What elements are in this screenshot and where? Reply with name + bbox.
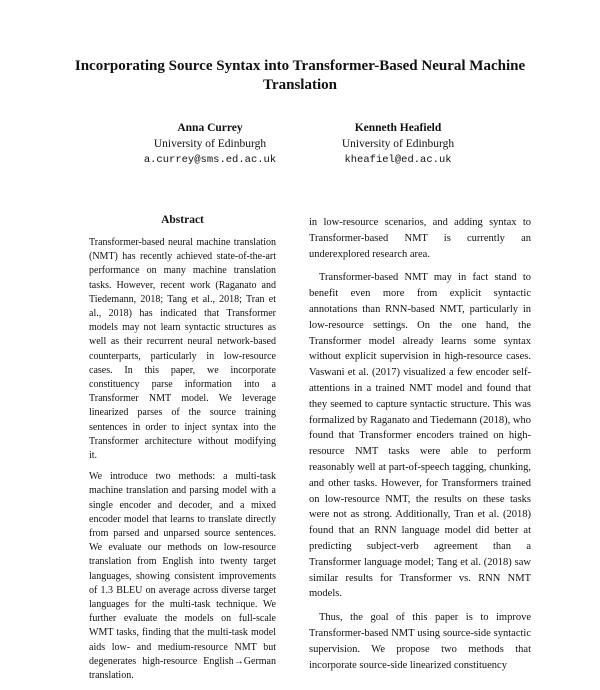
author-block — [110, 120, 310, 168]
author-block — [298, 120, 498, 168]
paper-title: Incorporating Source Syntax into Transformer-Based Neural Machine Translation — [74, 58, 526, 93]
author-name: Anna Currey — [177, 122, 243, 134]
author-email: a.currey@sms.ed.ac.uk — [143, 154, 277, 166]
abstract-paragraph: We introduce two methods: a multi-task machine translation and parsing model with a single encoder and decoder, and a mixed encoder model that learns to translate directly from parsed and unparsed source sentences. We evaluate our methods on low-resource translation from English into twenty target languages, showing consistent improvements of 1.3 BLEU on average across diverse target languages for the multi-task technique. We further evaluate the models on full-scale WMT tasks, finding that the multi-task model aids low- and medium-resource NMT but degenerates high-resource English→German translation. — [89, 471, 276, 682]
body-paragraph: in low-resource scenarios, and adding syntax to Transformer-based NMT is currently an underexplored research area. — [309, 217, 531, 260]
abstract-paragraph: Transformer-based neural machine translation (NMT) has recently achieved state-of-the-art performance on many machine translation tasks. However, recent work (Raganato and Tiedemann, 2018; Tang et al., 2018; Tran et al., 2018) has indicated that Transformer models may not learn syntactic structures as well as their recurrent neural network-based counterparts, particularly in low-resource cases. In this paper, we incorporate constituency parse information into a Transformer NMT model. We leverage linearized parses of the source training sentences in order to inject syntax into the Transformer architecture without modifying it. — [89, 237, 276, 462]
author-email: kheafiel@ed.ac.uk — [344, 154, 452, 166]
body-paragraph: Transformer-based NMT may in fact stand to benefit even more from explicit syntactic annotations than RNN-based NMT, particularly in low-resource settings. On the one hand, the Transformer model already learns some syntax without explicit supervision in high-resource cases. Vaswani et al. (2017) visualized a few encoder self-attentions in a trained NMT model and found that they seemed to capture syntactic structure. This was formalized by Raganato and Tiedemann (2018), who found that Transformer encoders trained on high-resource NMT tasks were able to perform reasonably well at part-of-speech tagging, chunking, and other tasks. However, for Transformers trained on low-resource NMT, the results on these tasks were not as strong. Additionally, Tran et al. (2018) found that an RNN language model did better at predicting subject-verb agreement than a Transformer language model; Tang et al. (2018) saw similar results for Transformer vs. RNN NMT models. — [309, 272, 531, 600]
abstract-body — [89, 236, 276, 690]
body-column — [309, 215, 531, 681]
author-name: Kenneth Heafield — [354, 122, 442, 134]
author-affiliation: University of Edinburgh — [341, 138, 455, 150]
author-affiliation: University of Edinburgh — [153, 138, 267, 150]
body-paragraph: Thus, the goal of this paper is to improve Transformer-based NMT using source-side syntactic supervision. We propose two methods that incorporate source-side linearized constituency — [309, 612, 531, 671]
abstract-heading: Abstract — [161, 214, 204, 226]
